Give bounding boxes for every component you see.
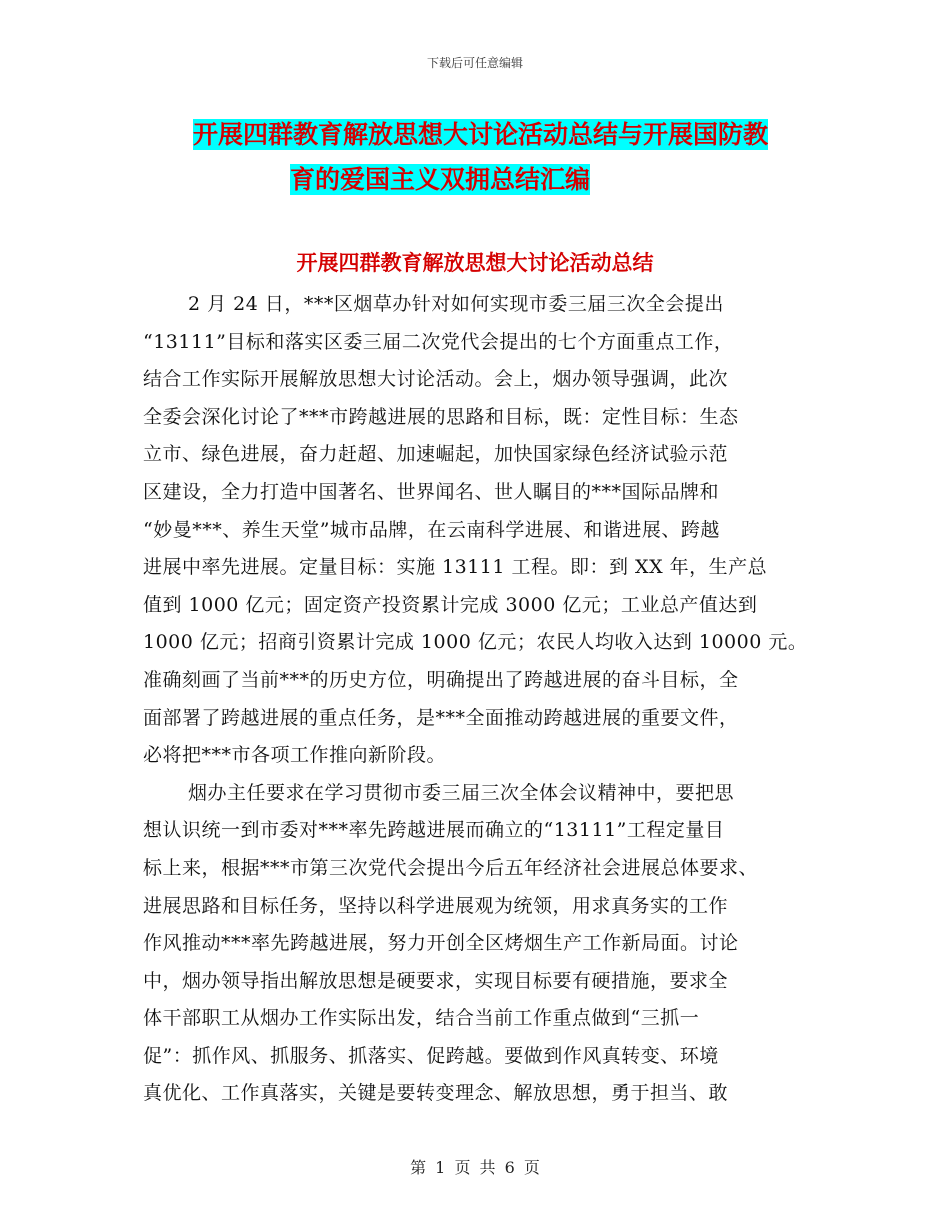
page-number-footer: 第 1 页 共 6 页 — [410, 1158, 540, 1177]
paragraph-line: 标上来，根据***市第三次党代会提出今后五年经济社会进展总体要求、 — [143, 856, 759, 879]
paragraph-line: 准确刻画了当前***的历史方位，明确提出了跨越进展的奋斗目标，全 — [143, 668, 739, 691]
paragraph-line: 必将把***市各项工作推向新阶段。 — [143, 744, 447, 767]
document-title — [185, 112, 825, 202]
header-note: 下载后可任意编辑 — [426, 56, 523, 70]
paragraph-line: 立市、绿色进展，奋力赶超、加速崛起，加快国家绿色经济试验示范 — [143, 443, 729, 466]
paragraph-line: 值到 1000 亿元；固定资产投资累计完成 3000 亿元；工业总产值达到 — [143, 593, 758, 616]
paragraph-line: 2 月 24 日，***区烟草办针对如何实现市委三届三次全会提出 — [188, 293, 724, 315]
paragraph-2 — [143, 775, 823, 1113]
paragraph-line: 进展中率先进展。定量目标：实施 13111 工程。即：到 XX 年，生产总 — [143, 556, 768, 579]
paragraph-line: 面部署了跨越进展的重点任务，是***全面推动跨越进展的重要文件， — [143, 706, 739, 729]
paragraph-line: 想认识统一到市委对***率先跨越进展而确立的“13111”工程定量目 — [143, 819, 725, 842]
paragraph-line: 体干部职工从烟办工作实际出发，结合当前工作重点做到“三抓一 — [143, 1007, 700, 1030]
paragraph-line: “13111”目标和落实区委三届二次党代会提出的七个方面重点工作， — [143, 330, 734, 353]
document-body — [143, 286, 823, 1113]
paragraph-line: 中，烟办领导指出解放思想是硬要求，实现目标要有硬措施，要求全 — [143, 969, 729, 992]
paragraph-line: 促”：抓作风、抓服务、抓落实、促跨越。要做到作风真转变、环境 — [143, 1044, 719, 1067]
paragraph-line: 进展思路和目标任务，坚持以科学进展观为统领，用求真务实的工作 — [143, 894, 729, 917]
paragraph-line: 区建设，全力打造中国著名、世界闻名、世人瞩目的***国际品牌和 — [143, 480, 720, 503]
paragraph-line: “妙曼***、养生天堂”城市品牌，在云南科学进展、和谐进展、跨越 — [143, 518, 720, 541]
paragraph-line: 全委会深化讨论了***市跨越进展的思路和目标，既：定性目标：生态 — [143, 405, 739, 428]
paragraph-line: 烟办主任要求在学习贯彻市委三届三次全体会议精神中，要把思 — [188, 781, 735, 804]
section-title: 开展四群教育解放思想大讨论活动总结 — [296, 251, 654, 275]
paragraph-line: 1000 亿元；招商引资累计完成 1000 亿元；农民人均收入达到 10000 元。 — [143, 631, 808, 654]
paragraph-line: 作风推动***率先跨越进展，努力开创全区烤烟生产工作新局面。讨论 — [143, 932, 739, 955]
paragraph-line: 真优化、工作真落实，关键是要转变理念、解放思想，勇于担当、敢 — [143, 1082, 729, 1105]
title-line-1: 开展四群教育解放思想大讨论活动总结与开展国防教 — [193, 120, 769, 149]
paragraph-1 — [143, 286, 823, 775]
paragraph-line: 结合工作实际开展解放思想大讨论活动。会上，烟办领导强调，此次 — [143, 368, 729, 391]
title-line-2: 育的爱国主义双拥总结汇编 — [290, 165, 591, 194]
